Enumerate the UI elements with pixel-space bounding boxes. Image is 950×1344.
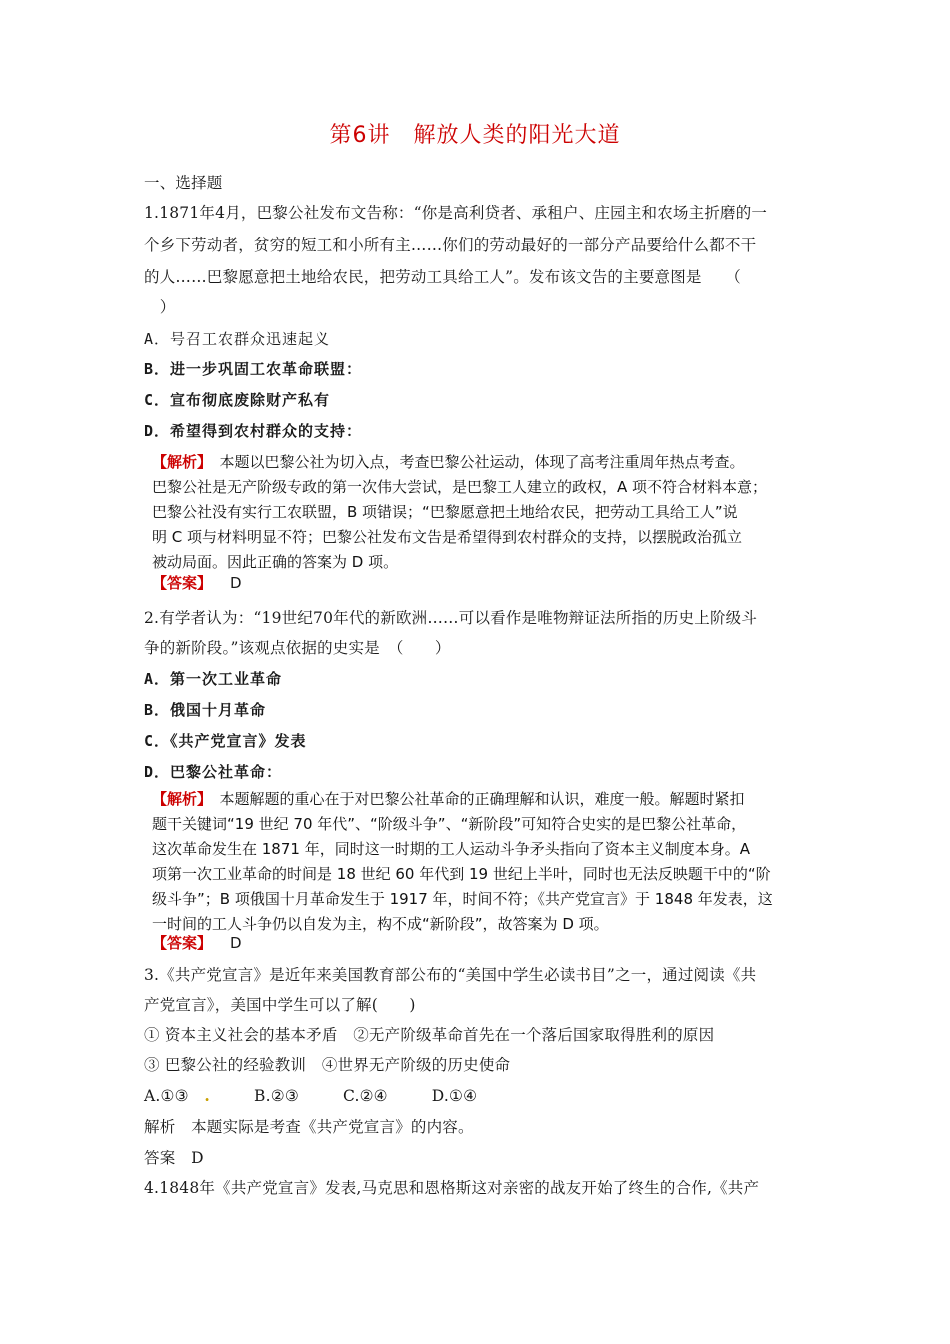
analysis-line: 本题以巴黎公社为切入点，考查巴黎公社运动，体现了高考注重周年热点考查。 <box>219 453 745 471</box>
analysis-line: 级斗争”；B 项俄国十月革命发生于 1917 年，时间不符；《共产党宣言》于 1848 年发表，这 <box>152 890 773 908</box>
answer-value: D <box>230 574 242 592</box>
q1-stem-line: 个乡下劳动者，贫穷的短工和小所有主……你们的劳动最好的一部分产品要给什么都不干 <box>144 236 757 254</box>
q2-option-b: B．俄国十月革命 <box>144 701 267 719</box>
q1-option-a: A．号召工农群众迅速起义 <box>144 330 331 348</box>
q2-option-d: D．巴黎公社革命： <box>144 763 283 781</box>
section-heading: 一、选择题 <box>144 174 223 192</box>
answer-tag: 【答案】 <box>152 934 213 952</box>
analysis-tag: 【解析】 <box>152 790 205 808</box>
analysis-line: 题干关键词“19 世纪 70 年代”、“阶级斗争”、“新阶段”可知符合史实的是巴黎公社革命， <box>152 815 747 833</box>
analysis-line: 被动局面。因此正确的答案为 D 项。 <box>152 553 399 571</box>
q2-stem-line: 争的新阶段。”该观点依据的史实是 （ ） <box>144 639 451 657</box>
analysis-line: 巴黎公社没有实行工农联盟，B 项错误；“巴黎愿意把土地给农民，把劳动工具给工人”说 <box>152 503 738 521</box>
q3-item-line: ① 资本主义社会的基本矛盾 ②无产阶级革命首先在一个落后国家取得胜利的原因 <box>144 1026 715 1044</box>
q3-item-line: ③ 巴黎公社的经验教训 ④世界无产阶级的历史使命 <box>144 1056 511 1074</box>
q3-choice-a: A.①③ <box>144 1087 189 1105</box>
q2-option-c: C．《共产党宣言》发表 <box>144 732 307 750</box>
q3-choice-d: D.①④ <box>431 1087 478 1105</box>
analysis-line: 明 C 项与材料明显不符；巴黎公社发布文告是希望得到农村群众的支持，以摆脱政治孤立 <box>152 528 743 546</box>
q1-option-d: D．希望得到农村群众的支持： <box>144 422 363 440</box>
analysis-line: 项第一次工业革命的时间是 18 世纪 60 年代到 19 世纪上半叶，同时也无法反映题干中的“阶 <box>152 865 771 883</box>
q3-choices <box>144 1081 814 1111</box>
q2-analysis <box>152 787 812 937</box>
analysis-tag: 【解析】 <box>152 453 205 471</box>
q3-stem-line: 3.《共产党宣言》是近年来美国教育部公布的“美国中学生必读书目”之一，通过阅读《共 <box>144 966 757 984</box>
q3-choice-c: C.②④ <box>342 1087 388 1105</box>
q1-stem-line: ） <box>144 298 176 316</box>
q1-stem-line: 的人……巴黎愿意把土地给农民，把劳动工具给工人”。发布该文告的主要意图是 （ <box>144 268 741 286</box>
q3-analysis: 解析 本题实际是考查《共产党宣言》的内容。 <box>144 1118 474 1136</box>
q1-stem-line: 1.1871年4月，巴黎公社发布文告称：“你是高利贷者、承租户、庄园主和农场主折磨的一 <box>144 204 768 222</box>
q3-stem-line: 产党宣言》，美国中学生可以了解( ) <box>144 996 416 1014</box>
q2-option-a: A．第一次工业革命 <box>144 670 283 688</box>
q1-option-c: C．宣布彻底废除财产私有 <box>144 391 331 409</box>
q1-analysis <box>152 450 812 575</box>
q1-answer <box>152 572 242 593</box>
answer-value: D <box>230 934 242 952</box>
analysis-line: 这次革命发生在 1871 年，同时这一时期的工人运动斗争矛头指向了资本主义制度本身。A <box>152 840 750 858</box>
analysis-line: 巴黎公社是无产阶级专政的第一次伟大尝试，是巴黎工人建立的政权，A 项不符合材料本意； <box>152 478 768 496</box>
analysis-line: 本题解题的重心在于对巴黎公社革命的正确理解和认识，难度一般。解题时紧扣 <box>219 790 745 808</box>
q3-choice-b: B.②③ <box>254 1087 299 1105</box>
q4-stem-line: 4.1848年《共产党宣言》发表,马克思和恩格斯这对亲密的战友开始了终生的合作,《共产 <box>144 1179 760 1197</box>
stray-dot: . <box>188 1086 211 1105</box>
analysis-line: 一时间的工人斗争仍以自发为主，构不成“新阶段”，故答案为 D 项。 <box>152 915 609 933</box>
q1-option-b: B．进一步巩固工农革命联盟： <box>144 360 363 378</box>
q2-stem-line: 2.有学者认为：“19世纪70年代的新欧洲……可以看作是唯物辩证法所指的历史上阶级斗 <box>144 609 758 627</box>
q2-answer <box>152 932 242 953</box>
answer-tag: 【答案】 <box>152 574 213 592</box>
page-title: 第6讲 解放人类的阳光大道 <box>329 123 621 148</box>
q3-answer: 答案 D <box>144 1149 204 1167</box>
